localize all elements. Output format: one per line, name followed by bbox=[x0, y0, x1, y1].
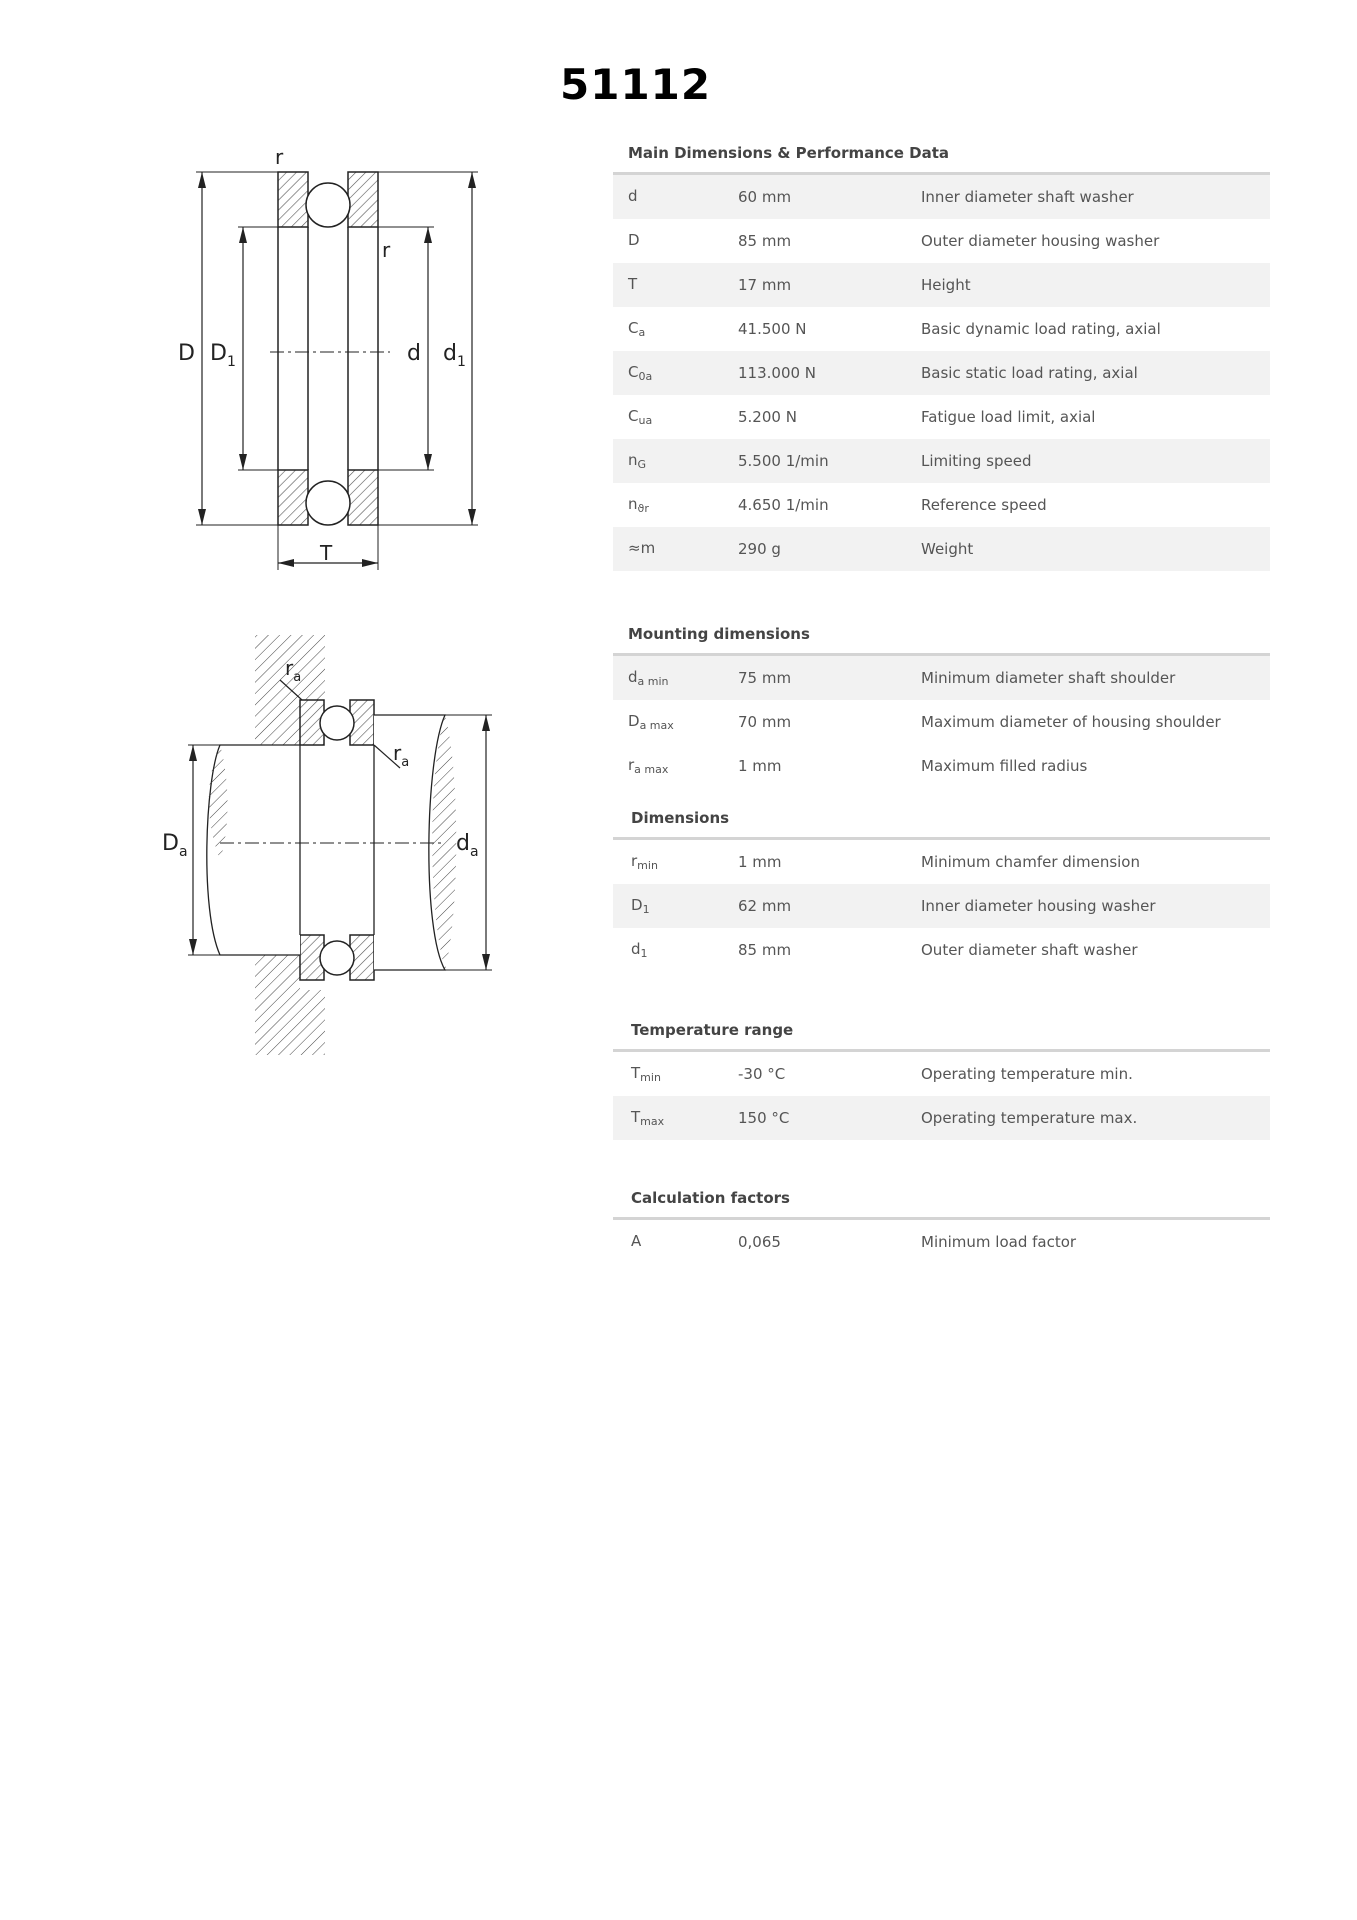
table-row bbox=[613, 700, 1270, 744]
description-cell: Operating temperature min. bbox=[921, 1065, 1133, 1083]
symbol-cell: $T_{min}$ bbox=[631, 1064, 661, 1084]
value-cell: 113.000 N bbox=[738, 364, 817, 382]
bearing-section-drawing bbox=[160, 140, 500, 580]
section-dimensions bbox=[613, 809, 1270, 972]
description-cell: Inner diameter shaft washer bbox=[921, 188, 1134, 206]
value-cell: 70 mm bbox=[738, 713, 792, 731]
label-D1: $D_1$ bbox=[210, 341, 236, 370]
symbol-cell: $n_{ϑr}$ bbox=[628, 495, 649, 515]
section-temperature-range bbox=[613, 1021, 1270, 1140]
description-cell: Basic static load rating, axial bbox=[921, 364, 1138, 382]
table-body bbox=[613, 840, 1270, 972]
description-cell: Reference speed bbox=[921, 496, 1047, 514]
symbol-cell: $T_{max}$ bbox=[631, 1108, 665, 1128]
table-body bbox=[613, 1220, 1270, 1264]
value-cell: 17 mm bbox=[738, 276, 792, 294]
value-cell: 1 mm bbox=[738, 757, 782, 775]
table-row bbox=[613, 351, 1270, 395]
description-cell: Minimum load factor bbox=[921, 1233, 1077, 1251]
description-cell: Height bbox=[921, 276, 971, 294]
description-cell: Fatigue load limit, axial bbox=[921, 408, 1096, 426]
symbol-cell: $r_{min}$ bbox=[631, 852, 658, 872]
table-row bbox=[613, 483, 1270, 527]
symbol-cell: $C_{0a}$ bbox=[628, 363, 653, 383]
label-T: T bbox=[320, 541, 333, 565]
description-cell: Basic dynamic load rating, axial bbox=[921, 320, 1161, 338]
page-title: 51112 bbox=[560, 60, 712, 109]
description-cell: Limiting speed bbox=[921, 452, 1032, 470]
table-row bbox=[613, 527, 1270, 571]
label-ra-side: $r_a$ bbox=[393, 741, 410, 770]
value-cell: 150 °C bbox=[738, 1109, 790, 1127]
table-body bbox=[613, 175, 1270, 571]
label-r-top: r bbox=[275, 145, 284, 169]
table-row bbox=[613, 395, 1270, 439]
label-ra-top: $r_a$ bbox=[285, 656, 302, 685]
section-title: Main Dimensions & Performance Data bbox=[613, 144, 1270, 175]
description-cell: Maximum filled radius bbox=[921, 757, 1088, 775]
symbol-cell: $C_{ua}$ bbox=[628, 407, 653, 427]
value-cell: 5.200 N bbox=[738, 408, 797, 426]
description-cell: Outer diameter shaft washer bbox=[921, 941, 1138, 959]
symbol-cell: $n_G$ bbox=[628, 451, 647, 471]
symbol-cell: $r_{a max}$ bbox=[628, 756, 669, 776]
symbol-cell: $d_{a min}$ bbox=[628, 668, 669, 688]
label-da: $d_a$ bbox=[456, 831, 479, 860]
value-cell: 290 g bbox=[738, 540, 781, 558]
description-cell: Operating temperature max. bbox=[921, 1109, 1138, 1127]
table-row bbox=[613, 1220, 1270, 1264]
table-row bbox=[613, 219, 1270, 263]
table-row bbox=[613, 1096, 1270, 1140]
table-row bbox=[613, 439, 1270, 483]
value-cell: 75 mm bbox=[738, 669, 792, 687]
section-main-dimensions bbox=[613, 144, 1270, 571]
table-row bbox=[613, 1052, 1270, 1096]
label-Da: $D_a$ bbox=[162, 831, 188, 860]
table-row bbox=[613, 656, 1270, 700]
description-cell: Weight bbox=[921, 540, 974, 558]
symbol-cell: d bbox=[628, 187, 638, 205]
table-row bbox=[613, 744, 1270, 788]
table-body bbox=[613, 1052, 1270, 1140]
table-body bbox=[613, 656, 1270, 788]
value-cell: 60 mm bbox=[738, 188, 792, 206]
table-row bbox=[613, 840, 1270, 884]
section-calculation-factors bbox=[613, 1189, 1270, 1264]
table-row bbox=[613, 884, 1270, 928]
value-cell: 1 mm bbox=[738, 853, 782, 871]
description-cell: Inner diameter housing washer bbox=[921, 897, 1156, 915]
value-cell: 62 mm bbox=[738, 897, 792, 915]
description-cell: Minimum diameter shaft shoulder bbox=[921, 669, 1176, 687]
section-mounting-dimensions bbox=[613, 625, 1270, 788]
section-title: Calculation factors bbox=[613, 1189, 1270, 1220]
label-D: D bbox=[178, 341, 195, 366]
section-title: Mounting dimensions bbox=[613, 625, 1270, 656]
value-cell: 41.500 N bbox=[738, 320, 807, 338]
symbol-cell: T bbox=[628, 275, 638, 293]
symbol-cell: ≈m bbox=[628, 539, 656, 557]
symbol-cell: $C_a$ bbox=[628, 319, 646, 339]
label-r-side: r bbox=[382, 238, 391, 262]
table-row bbox=[613, 307, 1270, 351]
value-cell: -30 °C bbox=[738, 1065, 786, 1083]
value-cell: 0,065 bbox=[738, 1233, 781, 1251]
description-cell: Outer diameter housing washer bbox=[921, 232, 1160, 250]
value-cell: 4.650 1/min bbox=[738, 496, 829, 514]
section-title: Temperature range bbox=[613, 1021, 1270, 1052]
label-d1: $d_1$ bbox=[443, 341, 466, 370]
table-row bbox=[613, 263, 1270, 307]
symbol-cell: $d_1$ bbox=[631, 940, 648, 960]
value-cell: 85 mm bbox=[738, 941, 792, 959]
mounting-drawing bbox=[160, 630, 500, 1060]
symbol-cell: D bbox=[628, 231, 640, 249]
description-cell: Maximum diameter of housing shoulder bbox=[921, 713, 1221, 731]
value-cell: 85 mm bbox=[738, 232, 792, 250]
symbol-cell: A bbox=[631, 1232, 642, 1250]
symbol-cell: $D_{a max}$ bbox=[628, 712, 674, 732]
description-cell: Minimum chamfer dimension bbox=[921, 853, 1140, 871]
label-d: d bbox=[407, 341, 421, 366]
section-title: Dimensions bbox=[613, 809, 1270, 840]
symbol-cell: $D_1$ bbox=[631, 896, 650, 916]
value-cell: 5.500 1/min bbox=[738, 452, 829, 470]
table-row bbox=[613, 928, 1270, 972]
table-row bbox=[613, 175, 1270, 219]
